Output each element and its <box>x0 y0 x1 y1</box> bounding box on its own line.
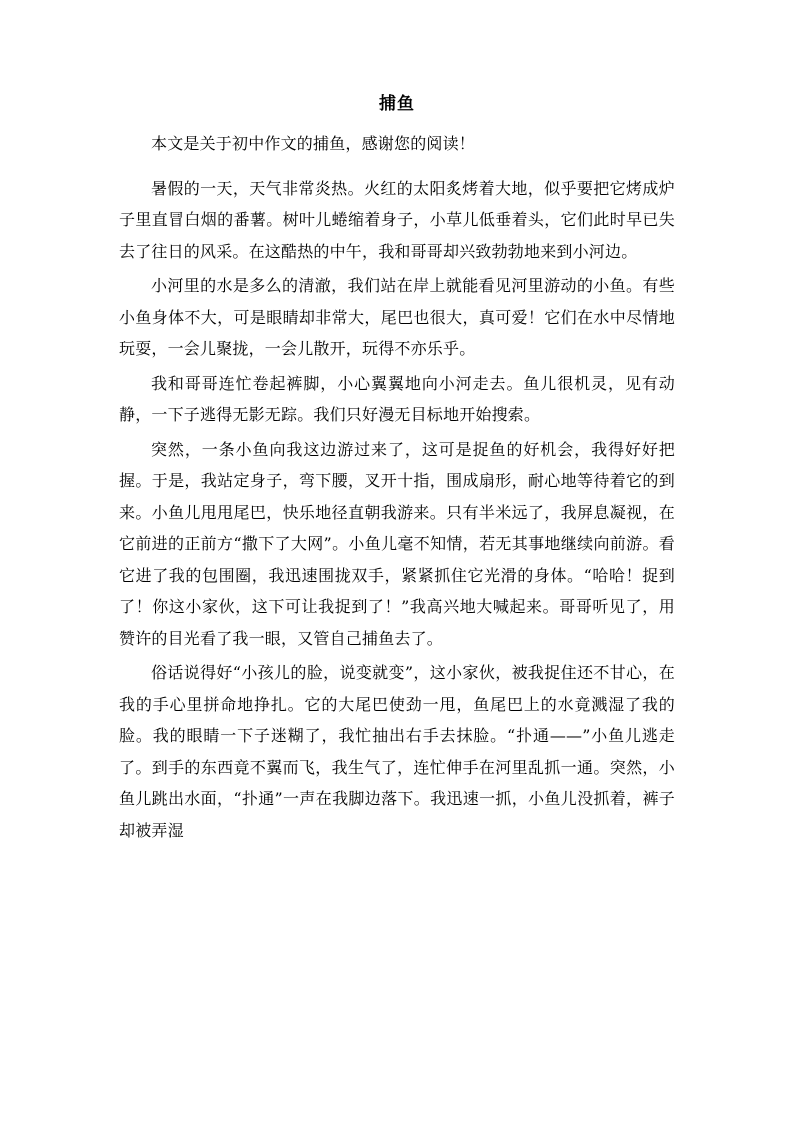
paragraph-4: 突然，一条小鱼向我这边游过来了，这可是捉鱼的好机会，我得好好把握。于是，我站定身子，弯下腰，叉开十指，围成扇形，耐心地等待着它的到来。小鱼儿甩甩尾巴，快乐地径直朝我游来。只有半米远了，我屏息凝视，在它前进的正前方“撒下了大网”。小鱼儿毫不知情，若无其事地继续向前游。看它进了我的包围圈，我迅速围拢双手，紧紧抓住它光滑的身体。“哈哈！捉到了！你这小家伙，这下可让我捉到了！”我高兴地大喊起来。哥哥听见了，用赞许的目光看了我一眼，又管自己捕鱼去了。 <box>119 439 675 648</box>
paragraph-1: 暑假的一天，天气非常炎热。火红的太阳炙烤着大地，似乎要把它烤成炉子里直冒白烟的番薯。树叶儿蜷缩着身子，小草儿低垂着头，它们此时早已失去了往日的风采。在这酷热的中午，我和哥哥却兴致勃勃地来到小河边。 <box>119 178 675 261</box>
paragraph-2: 小河里的水是多么的清澈，我们站在岸上就能看见河里游动的小鱼。有些小鱼身体不大，可是眼睛却非常大，尾巴也很大，真可爱！它们在水中尽情地玩耍，一会儿聚拢，一会儿散开，玩得不亦乐乎。 <box>119 276 675 358</box>
document-body <box>119 92 675 849</box>
paragraph-3: 我和哥哥连忙卷起裤脚，小心翼翼地向小河走去。鱼儿很机灵，见有动静，一下子逃得无影无踪。我们只好漫无目标地开始搜索。 <box>119 373 675 424</box>
page-title: 捕鱼 <box>379 94 415 114</box>
paragraph-5: 俗话说得好“小孩儿的脸，说变就变”，这小家伙，被我捉住还不甘心，在我的手心里拼命地挣扎。它的大尾巴使劲一甩，鱼尾巴上的水竟溅湿了我的脸。我的眼睛一下子迷糊了，我忙抽出右手去抹脸。“扑通——”小鱼儿逃走了。到手的东西竟不翼而飞，我生气了，连忙伸手在河里乱抓一通。突然，小鱼儿跳出水面，“扑通”一声在我脚边落下。我迅速一抓，小鱼儿没抓着，裤子却被弄湿 <box>119 663 675 840</box>
intro-paragraph: 本文是关于初中作文的捕鱼，感谢您的阅读！ <box>151 134 476 153</box>
